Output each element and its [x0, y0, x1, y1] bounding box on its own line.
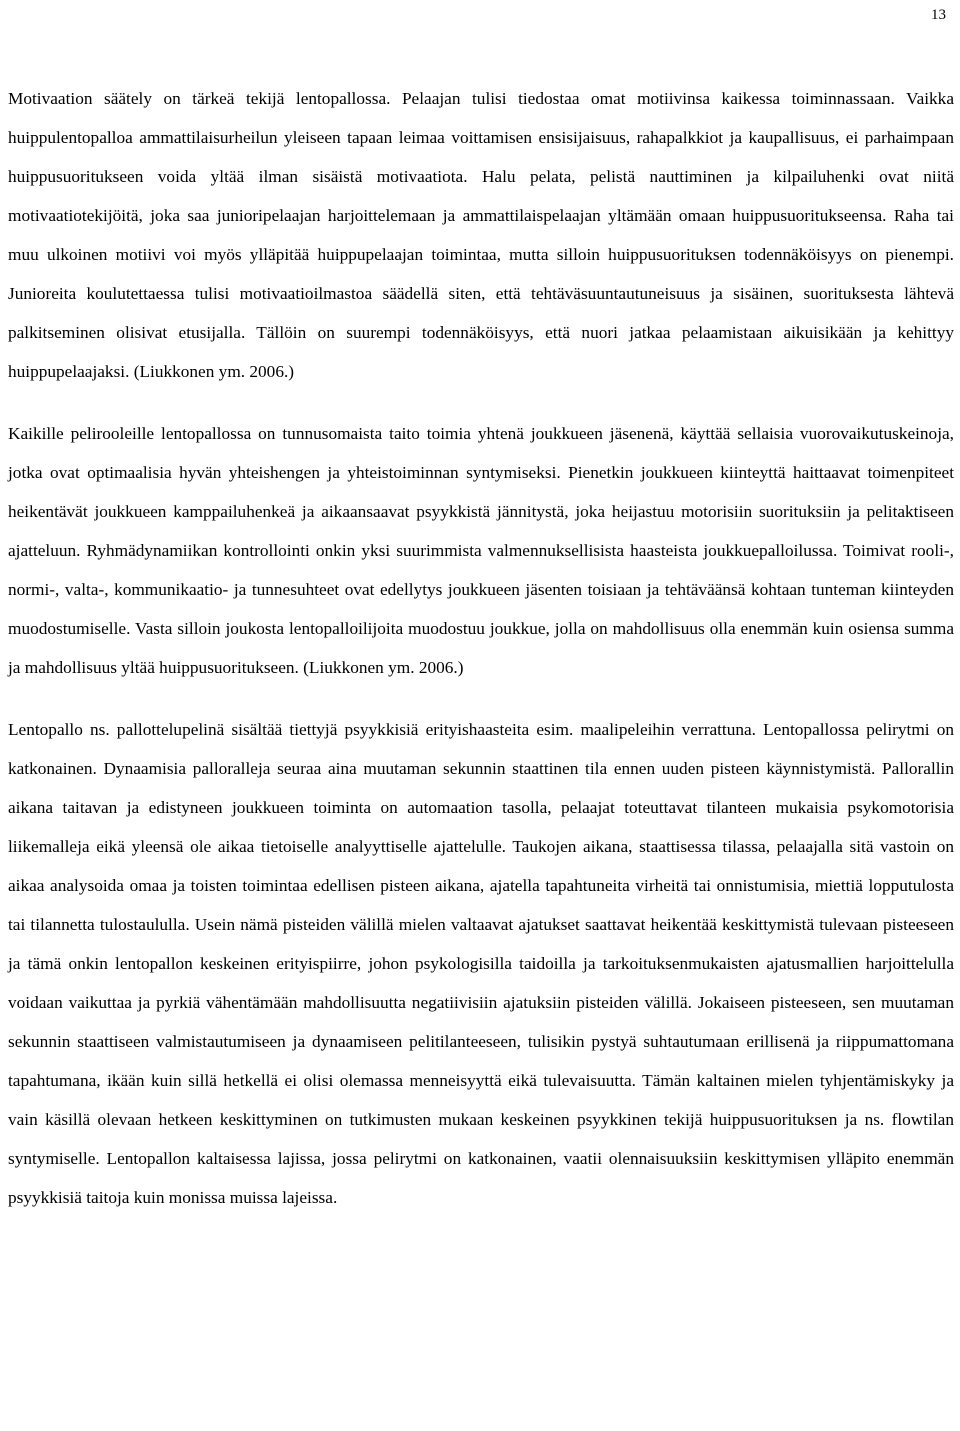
- paragraph-motivation: Motivaation säätely on tärkeä tekijä lentopallossa. Pelaajan tulisi tiedostaa omat motiivinsa kaikessa toiminnassaan. Vaikka huippulentopalloa ammattilaisurheilun yleiseen tapaan leimaa voittamisen ensisijaisuus, rahapalkkiot ja kaupallisuus, ei parhaimpaan huippusuoritukseen voida yltää ilman sisäistä motivaatiota. Halu pelata, pelistä nauttiminen ja kilpailuhenki ovat niitä motivaatiotekijöitä, joka saa junioripelaajan harjoittelemaan ja ammattilaispelaajan yltämään omaan huippusuoritukseensa. Raha tai muu ulkoinen motiivi voi myös ylläpitää huippupelaajan toimintaa, mutta silloin huippusuorituksen todennäköisyys on pienempi. Junioreita koulutettaessa tulisi motivaatioilmastoa säädellä siten, että tehtäväsuuntautuneisuus ja sisäinen, suorituksesta lähtevä palkitseminen olisivat etusijalla. Tällöin on suurempi todennäköisyys, että nuori jatkaa pelaamistaan aikuisikään ja kehittyy huippupelaajaksi. (Liukkonen ym. 2006.): [8, 89, 954, 381]
- page-number: 13: [931, 7, 946, 23]
- document-body: [8, 79, 954, 1217]
- paragraph-team-dynamics: Kaikille pelirooleille lentopallossa on tunnusomaista taito toimia yhtenä joukkueen jäsenenä, käyttää sellaisia vuorovaikutuskeinoja, jotka ovat optimaalisia hyvän yhteishengen ja yhteistoiminnan syntymiseksi. Pienetkin joukkueen kiinteyttä haittaavat toimenpiteet heikentävät joukkueen kamppailuhenkeä ja aikaansaavat psyykkistä jännitystä, joka heijastuu motorisiin suorituksiin ja pelitaktiseen ajatteluun. Ryhmädynamiikan kontrollointi onkin yksi suurimmista valmennuksellisista haasteista joukkuepalloilussa. Toimivat rooli-, normi-, valta-, kommunikaatio- ja tunnesuhteet ovat edellytys joukkueen jäsenten toisiaan ja tehtäväänsä kohtaan tunteman kiinteyden muodostumiselle. Vasta silloin joukosta lentopalloilijoita muodostuu joukkue, jolla on mahdollisuus olla enemmän kuin osiensa summa ja mahdollisuus yltää huippusuoritukseen. (Liukkonen ym. 2006.): [8, 424, 954, 677]
- paragraph-game-rhythm: Lentopallo ns. pallottelupelinä sisältää tiettyjä psyykkisiä erityishaasteita esim. maalipeleihin verrattuna. Lentopallossa pelirytmi on katkonainen. Dynaamisia palloralleja seuraa aina muutaman sekunnin staattinen tila ennen uuden pisteen käynnistymistä. Pallorallin aikana taitavan ja edistyneen joukkueen toiminta on automaation tasolla, pelaajat toteuttavat tilanteen mukaisia psykomotorisia liikemalleja eikä yleensä ole aikaa tietoiselle analyyttiselle ajattelulle. Taukojen aikana, staattisessa tilassa, pelaajalla sitä vastoin on aikaa analysoida omaa ja toisten toimintaa edellisen pisteen aikana, ajatella tapahtuneita virheitä tai onnistumisia, miettiä lopputulosta tai tilannetta tulostaululla. Usein nämä pisteiden välillä mielen valtaavat ajatukset saattavat heikentää keskittymistä tulevaan pisteeseen ja tämä onkin lentopallon keskeinen erityispiirre, johon psykologisilla taidoilla ja tarkoituksenmukaisten ajatusmallien harjoittelulla voidaan vaikuttaa ja pyrkiä vähentämään mahdollisuutta negatiivisiin ajatuksiin pisteiden välillä. Jokaiseen pisteeseen, sen muutaman sekunnin staattiseen valmistautumiseen ja dynaamiseen pelitilanteeseen, tulisikin pystyä suhtautumaan erillisenä ja riippumattomana tapahtumana, ikään kuin sillä hetkellä ei olisi olemassa menneisyyttä eikä tulevaisuutta. Tämän kaltainen mielen tyhjentämiskyky ja vain käsillä olevaan hetkeen keskittyminen on tutkimusten mukaan keskeinen psyykkinen tekijä huippusuorituksen ja ns. flowtilan syntymiselle. Lentopallon kaltaisessa lajissa, jossa pelirytmi on katkonainen, vaatii olennaisuuksiin keskittymisen ylläpito enemmän psyykkisiä taitoja kuin monissa muissa lajeissa.: [8, 720, 954, 1207]
